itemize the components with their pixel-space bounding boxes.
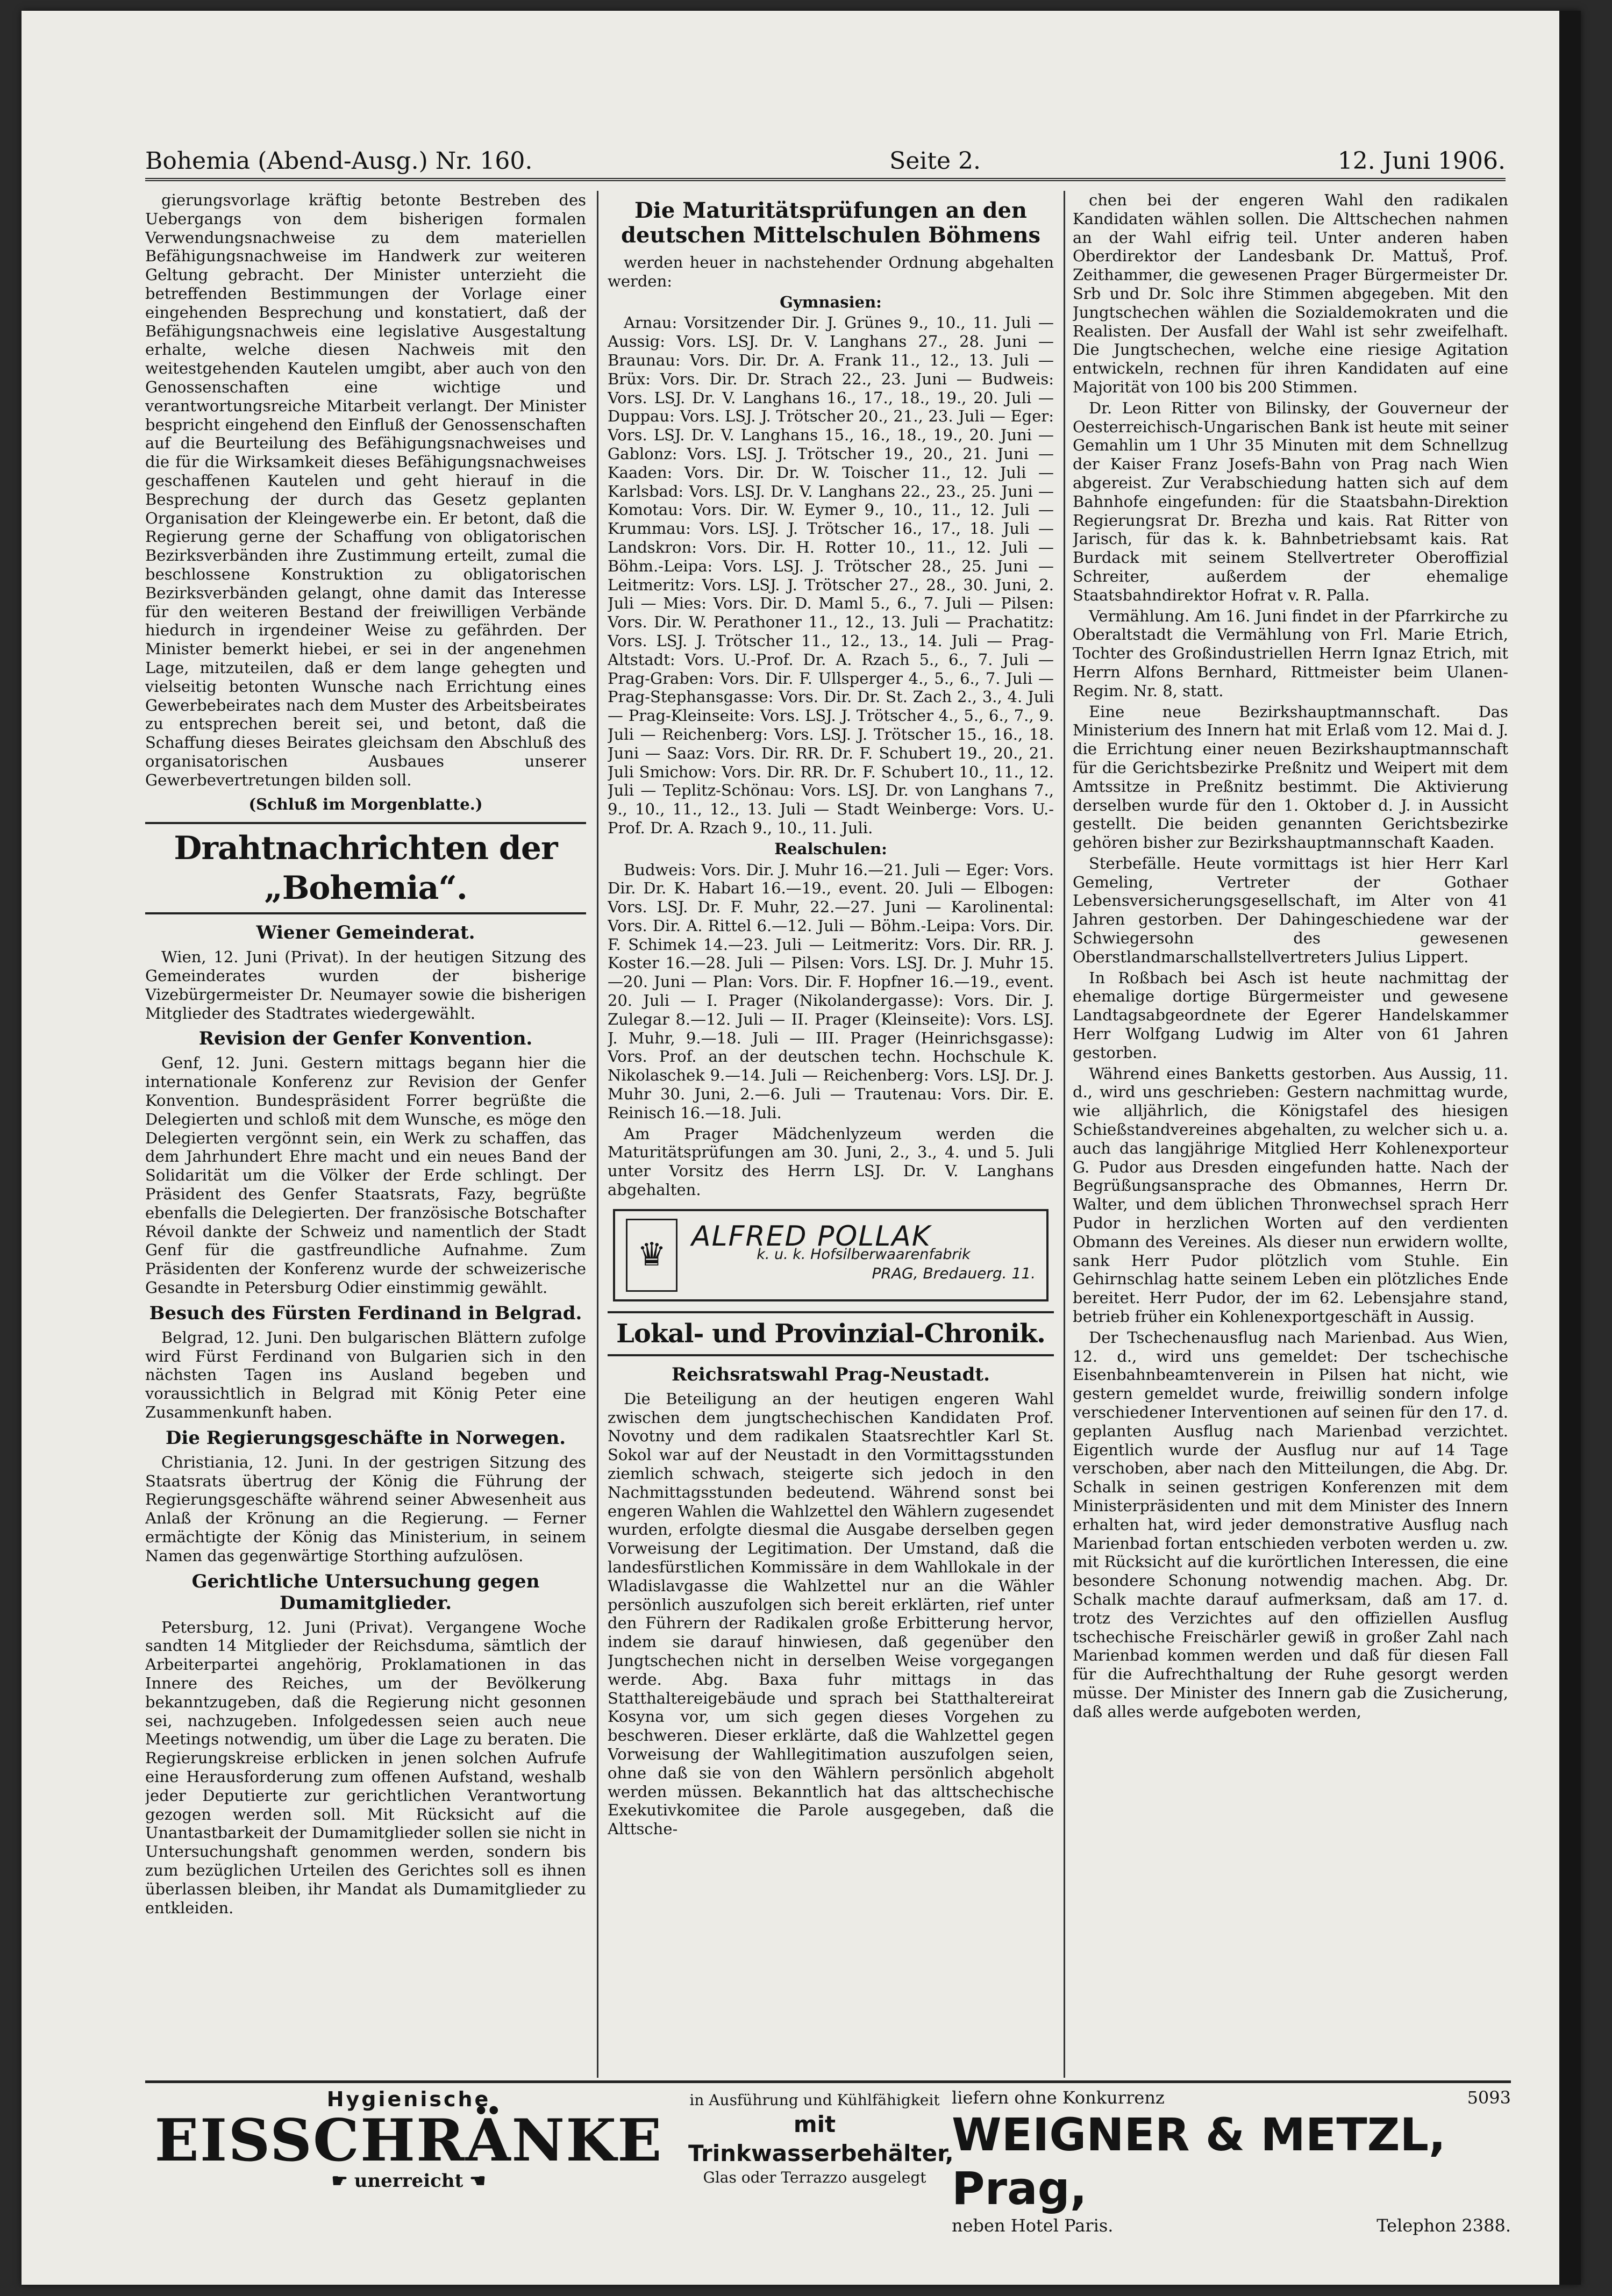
heading-maturitaetspruefungen: Die Maturitätsprüfungen an den deutschen Mittelschulen Böhmens [620, 198, 1041, 248]
issue-date: 12. Juni 1906. [1337, 147, 1506, 175]
advertisement-pollak [613, 1209, 1048, 1301]
ad-trinkwasser: mit Trinkwasserbehälter, [688, 2111, 954, 2166]
crest-icon: ♛ [626, 1219, 677, 1292]
article-reichsratswahl: Die Beteiligung an der heutigen engeren Wahl zwischen dem jungtschechischen Kandidaten Prof. Novotny und dem radikalen Staatsrechtler Karl St. Sokol war auf der Neustadt in den Vormittagsstunden ziemlich schwach, steigerte sich jedoch in den Nachmittagsstunden bedeutend. Während sonst bei engeren Wahlen die Wahlzettel den Wählern zugesendet wurden, erfolgte diesmal die Ausgabe derselben gegen Vorweisung der Legitimation. Der Umstand, daß die landesfürstlichen Kommissäre in dem Wahllokale in der Wladislavgasse die Wahlzettel nur an die Wähler persönlich auszufolgen sich bereit erklärten, rief unter den Führern der Radikalen große Erbitterung hervor, indem sie darauf hinwiesen, daß gegenüber den Jungtschechen nicht in derselben Weise vorgegangen werde. Abg. Baxa fuhr mittags in das Statthaltereigebäude und sprach bei Statthaltereirat Kosyna vor, um sich gegen dieses Vorgehen zu beschweren. Dieser erklärte, daß die Wahlzettel gegen Vorweisung der Wahllegitimation auszufolgen seien, ohne daß sie von den Wählern persönlich abgeholt werden müssen. Bekanntlich hat das alttschechische Exekutivkomitee die Parole ausgegeben, daß die Alttsche- [608, 1389, 1054, 1839]
ad-liefern-row [952, 2087, 1511, 2108]
footer-advertisement [145, 2080, 1511, 2236]
heading-norwegen: Die Regierungsgeschäfte in Norwegen. [165, 1427, 566, 1449]
section-banner-lokal-chronik: Lokal- und Provinzial-Chronik. [608, 1311, 1054, 1356]
ad-eisschraenke-title: EISSCHRÄNKE [154, 2107, 663, 2175]
ad-company-address: PRAG, Bredauerg. 11. [872, 1264, 1036, 1283]
article-genf: Genf, 12. Juni. Gestern mittags begann hier die internationale Konferenz zur Revision der Genfer Konvention. Bundespräsident Forrer begrüßte die Delegierten und schloß mit dem Wunsche, es möge den Delegierten vergönnt sein, ein Werk zu schaffen, das dem Jahrhundert Ehre macht und ein neues Band der Solidarität um die Völker der Erde schlingt. Der Präsident des Genfer Staatsrats, Fazy, begrüßte ebenfalls die Delegierten. Der französische Botschafter Révoil dankte der Schweiz und namentlich der Stadt Genf für die gastfreundliche Aufnahme. Zum Präsidenten der Konferenz wurde der schweizerische Gesandte in Petersburg Odier einstimmig gewählt. [145, 1054, 586, 1297]
heading-ferdinand-belgrad: Besuch des Fürsten Ferdinand in Belgrad. [149, 1302, 582, 1324]
heading-gymnasien: Gymnasien: [780, 292, 882, 311]
article-continuation: gierungsvorlage kräftig betonte Bestreben des Uebergangs von dem bisherigen formalen Verwendungsnachweise zu dem materiellen Befähigungsnachweise im Handwerk zur weiteren Geltung gebracht. Der Minister unterzieht die betreffenden Bestimmungen der Vorlage einer eingehenden Besprechung und konstatiert, daß der Befähigungsnachweis eine legislative Ausgestaltung erhalte, welche diesen Nachweis mit den weitestgehenden Kautelen umgibt, aber auch von den Genossenschaften eine wichtige und verantwortungsreiche Mitarbeit verlangt. Der Minister bespricht eingehend den Einfluß der Genossenschaften auf die Beurteilung des Befähigungsnachweises und die für die Wirksamkeit dieses Befähigungsnachweises geschaffenen Kautelen und geht hierauf in die Besprechung der durch das Gesetz geplanten Organisation der Kleingewerbe ein. Er betont, daß die Regierung gerne der Schaffung von obligatorischen Bezirksverbänden ihre Zustimmung erteilt, zumal die beschlossene Konstruktion zu obligatorischen Bezirksverbänden gelangt, ohne damit das Interesse für den weiteren Bestand der freiwilligen Verbände hiedurch in irgendeiner Weise zu gefährden. Der Minister bemerkt hiebei, er sei in der angenehmen Lage, mitzuteilen, daß er dem lange gehegten und vielseitig betonten Wunsche nach Errichtung eines Gewerbebeirates nach dem Muster des Arbeitsbeirates zu entsprechen bereit sei, und betont, daß die Schaffung dieses Beirates gleichsam den Abschluß des organisatorischen Ausbaues unserer Gewerbevertretungen bilden soll. [145, 191, 586, 789]
article-norwegen: Christiania, 12. Juni. In der gestrigen Sitzung des Staatsrats übertrug der König die Führung der Regierungsgeschäfte während seiner Abwesenheit aus Anlaß der Krönung an die Regierung. — Ferner ermächtigte der König das Ministerium, in seinem Namen das gegenwärtige Storthing aufzulösen. [145, 1453, 586, 1565]
matura-intro: werden heuer in nachstehender Ordnung abgehalten werden: [608, 253, 1054, 290]
article-duma: Petersburg, 12. Juni (Privat). Vergangene Woche sandten 14 Mitglieder der Reichsduma, sämtlich der Arbeiterpartei angehörig, Proklamationen in das Innere des Reiches, um der Bevölkerung bekanntzugeben, daß die Regierung nicht gesonnen sei, nachzugeben. Infolgedessen seien auch neue Meetings notwendig, um über die Lage zu beraten. Die Regierungskreise erblicken in jenen solchen Aufrufe eine Herausforderung zum offenen Aufstand, weshalb jeder Deputierte zur gerichtlichen Verantwortung gezogen werden soll. Mit Rücksicht auf die Unantastbarkeit der Dumamitglieder sollen sie nicht in Untersuchungshaft genommen werden, sondern bis zum bezüglichen Urteilen des Gerichtes soll es ihnen überlassen bleiben, ihr Mandat als Dumamitglieder zu entkleiden. [145, 1618, 586, 1917]
article-belgrad: Belgrad, 12. Juni. Den bulgarischen Blättern zufolge wird Fürst Ferdinand von Bulgarien sich in den nächsten Tagen ins Ausland begeben und voraussichtlich in Belgrad mit König Peter eine Zusammenkunft haben. [145, 1328, 586, 1422]
ad-unerreicht-label: unerreicht [354, 2170, 463, 2192]
continuation-note: (Schluß im Morgenblatte.) [248, 795, 483, 813]
ad-address: neben Hotel Paris. [952, 2215, 1114, 2236]
article-reichsratswahl-cont: chen bei der engeren Wahl den radikalen Kandidaten wählen sollen. Die Alttschechen nahmen an der Wahl eifrig teil. Unter anderen haben Oberdirektor der Landesbank Dr. Mattuš, Prof. Zeithammer, die gewesenen Prager Bürgermeister Dr. Srb und Dr. Solc ihre Stimmen abgegeben. Mit den Jungtschechen wählen die Sozialdemokraten und die Realisten. Der Ausfall der Wahl ist sehr zweifelhaft. Die Jungtschechen, welche eine riesige Agitation entwickeln, rechnen für ihren Kandidaten auf eine Majorität von 100 bis 200 Stimmen. [1073, 191, 1508, 396]
list-realschulen: Budweis: Vors. Dir. J. Muhr 16.—21. Juli — Eger: Vors. Dir. Dr. K. Habart 16.—19., event. 20. Juli — Elbogen: Vors. LSJ. Dr. F. Muhr, 22.—27. Juni — Karolinental: Vors. Dir. A. Rittel 6.—12. Juli — Böhm.-Leipa: Vors. Dir. F. Schimek 14.—23. Juli — Leitmeritz: Vors. Dir. RR. J. Koster 16.—28. Juli — Pilsen: Vors. LSJ. Dr. J. Muhr 15.—20. Juni — Plan: Vors. Dir. F. Hopfner 16.—19., event. 20. Juli — I. Prager (Nikolandergasse): Vors. Dir. J. Zulegar 8.—12. Juli — II. Prager (Kleinseite): Vors. LSJ. J. Muhr, 9.—18. Juli — III. Prager (Heinrichsgasse): Vors. Prof. an der deutschen techn. Hochschule K. Nikolaschek 9.—14. Juli — Reichenberg: Vors. LSJ. Dr. J. Muhr 30. Juni, 2.—6. Juli — Trautenau: Vors. Dir. E. Reinisch 16.—18. Juli. [608, 860, 1054, 1122]
ad-middle [688, 2091, 954, 2187]
column-rule-1 [597, 191, 598, 2078]
article-bilinsky: Dr. Leon Ritter von Bilinsky, der Gouverneur der Oesterreichisch-Ungarischen Bank ist heute mit seiner Gemahlin um 1 Uhr 35 Minuten mit dem Schnellzug der Kaiser Franz Josefs-Bahn von Prag nach Wien abgereist. Zur Verabschiedung hatten sich auf dem Bahnhofe eingefunden: für die Staatsbahn-Direktion Regierungsrat Dr. Brezha und kais. Rat Ritter von Jarisch, für das k. k. Bahnbetriebsamt kais. Rat Burdack mit seinem Stellvertreter Oberoffizial Schreiter, außerdem der ehemalige Staatsbahndirektor Hofrat v. R. Palla. [1073, 398, 1508, 604]
article-sterbefaelle: Sterbefälle. Heute vormittags ist hier Herr Karl Gemeling, Vertreter der Gothaer Lebensversicherungsgesellschaft, im Alter von 41 Jahren gestorben. Der Dahingeschiedene war der Schwiegersohn des gewesenen Oberstlandmarschallstellvertreters Julius Lippert. [1073, 854, 1508, 966]
section-banner-drahtnachrichten: Drahtnachrichten der „Bohemia“. [145, 822, 586, 914]
pointing-hand-icon: ☛ [331, 2170, 354, 2192]
scan-edge [1559, 11, 1581, 2285]
ad-eisschraenke [145, 2087, 672, 2192]
heading-wiener-gemeinderat: Wiener Gemeinderat. [256, 922, 475, 944]
ad-hygienische: Hygienische [326, 2087, 491, 2111]
ad-company-name: ALFRED POLLAK [691, 1220, 931, 1253]
ad-weigner-metzl [952, 2087, 1511, 2236]
heading-genfer-konvention: Revision der Genfer Konvention. [198, 1028, 533, 1050]
ad-telephone: Telephon 2388. [1376, 2215, 1511, 2236]
masthead-left: Bohemia (Abend-Ausg.) Nr. 160. [145, 147, 533, 175]
heading-reichsratswahl: Reichsratswahl Prag-Neustadt. [672, 1363, 990, 1385]
article-maedchenlyzeum: Am Prager Mädchenlyzeum werden die Maturitätsprüfungen am 30. Juni, 2., 3., 4. und 5. Juli unter Vorsitz des Herrn LSJ. Dr. V. Langhans abgehalten. [608, 1124, 1054, 1199]
heading-dumamitglieder: Gerichtliche Untersuchung gegen Dumamitglieder. [191, 1570, 540, 1614]
ad-text [691, 1220, 1036, 1283]
article-wien: Wien, 12. Juni (Privat). In der heutigen Sitzung des Gemeinderates wurden der bisherige Vizebürgermeister Dr. Neumayer sowie die bisherigen Mitglieder des Stadtrates wiedergewählt. [145, 948, 586, 1022]
column-2 [608, 191, 1054, 2078]
article-tschechenausflug: Der Tschechenausflug nach Marienbad. Aus Wien, 12. d., wird uns gemeldet: Der tschechische Eisenbahnbeamtenverein in Pilsen hat nicht, wie gestern gemeldet wurde, freiwillig sondern infolge verschiedener Interventionen auf seinen für den 17. d. geplanten Ausflug nach Marienbad verzichtet. Eigentlich wurde der Ausflug nur auf 14 Tage verschoben, aber nach den Mitteilungen, die Abg. Dr. Schalk in seinen gestrigen Konferenzen mit dem Ministerpräsidenten und mit dem Minister des Innern erhalten hat, wird jeder demonstrative Ausflug nach Marienbad fortan entschieden verboten werden u. zw. mit Rücksicht auf die kurörtlichen Interessen, die eine besondere Schonung notwendig machen. Abg. Dr. Schalk machte darauf aufmerksam, daß am 17. d. trotz des Verzichtes auf den offiziellen Ausflug tschechische Freischärler gewiß in großer Zahl nach Marienbad kommen werden und daß für diesen Fall für die Aufrechthaltung der Ruhe gesorgt werden müsse. Der Minister des Innern gab die Zusicherung, daß alles werde aufgeboten werden, [1073, 1328, 1508, 1721]
ad-glas: Glas oder Terrazzo ausgelegt [703, 2169, 926, 2186]
article-rossbach: In Roßbach bei Asch ist heute nachmittag der ehemalige dortige Bürgermeister und gewesene Landtagsabgeordnete der Egerer Handelskammer Herr Wolfgang Ludwig im Alter von 61 Jahren gestorben. [1073, 968, 1508, 1062]
ad-ausfuehrung: in Ausführung und Kühlfähigkeit [689, 2091, 940, 2109]
column-3 [1073, 191, 1508, 2078]
newspaper-page [22, 11, 1581, 2285]
column-rule-2 [1064, 191, 1065, 2078]
pointing-hand-icon: ☚ [463, 2170, 486, 2192]
ad-address-row [952, 2215, 1511, 2236]
page-header [145, 137, 1506, 181]
heading-realschulen: Realschulen: [774, 839, 887, 858]
article-vermaehlung: Vermählung. Am 16. Juni findet in der Pfarrkirche zu Oberaltstadt die Vermählung von Frl. Marie Etrich, Tochter des Großindustriellen Herrn Ignaz Etrich, mit Herrn Alfons Bernhard, Rittmeister beim Ulanen-Regim. Nr. 8, statt. [1073, 606, 1508, 700]
article-bezirkshauptmannschaft: Eine neue Bezirkshauptmannschaft. Das Ministerium des Innern hat mit Erlaß vom 12. Mai d. J. die Errichtung einer neuen Bezirkshauptmannschaft für die Gerichtsbezirke Preßnitz und Weipert mit dem Amtssitze in Preßnitz bestimmt. Die Aktivierung derselben wurde für den 1. Oktober d. J. in Aussicht gestellt. Die beiden genannten Gerichtsbezirke gehören bisher zur Bezirkshauptmannschaft Kaaden. [1073, 702, 1508, 852]
ad-liefern: liefern ohne Konkurrenz [952, 2087, 1165, 2108]
article-bankett: Während eines Banketts gestorben. Aus Aussig, 11. d., wird uns geschrieben: Gestern nachmittag wurde, wie alljährlich, die Königstafel des hiesigen Schießstandvereines abgehalten, zu welcher sich u. a. auch das langjährige Mitglied Herr Kohlenexporteur G. Pudor aus Dresden eingefunden hatte. Nach der Begrüßungsansprache des Obmannes, Herrn Dr. Walter, und dem üblichen Thronwechsel sprach Herr Pudor in herzlichen Worten auf den verdienten Obmann des Vereines. Als dieser nun erwidern wollte, sank Herr Pudor plötzlich vom Stuhle. Ein Gehirnschlag hatte seinem Leben ein plötzliches Ende bereitet. Herr Pudor, der im 62. Lebensjahre stand, betrieb früher ein Kohlenexportgeschäft in Aussig. [1073, 1064, 1508, 1326]
ad-number: 5093 [1467, 2087, 1511, 2108]
ad-company-sub: k. u. k. Hofsilberwaarenfabrik [757, 1246, 971, 1263]
column-1 [145, 191, 586, 2078]
list-gymnasien: Arnau: Vorsitzender Dir. J. Grünes 9., 10., 11. Juli — Aussig: Vors. LSJ. Dr. V. Langhans 27., 28. Juni — Braunau: Vors. Dir. Dr. A. Frank 11., 12., 13. Juli — Brüx: Vors. Dir. Dr. Strach 22., 23. Juni — Budweis: Vors. LSJ. Dr. V. Langhans 16., 17., 18., 19., 20. Juli — Duppau: Vors. LSJ. J. Trötscher 20., 21., 23. Juli — Eger: Vors. LSJ. Dr. V. Langhans 15., 16., 18., 19., 20. Juni — Gablonz: Vors. LSJ. J. Trötscher 19., 20., 21. Juni — Kaaden: Vors. Dir. Dr. W. Toischer 11., 12. Juli — Karlsbad: Vors. LSJ. Dr. V. Langhans 22., 23., 25. Juni — Komotau: Vors. Dir. W. Eymer 9., 10., 11., 12. Juli — Krummau: Vors. LSJ. J. Trötscher 16., 17., 18. Juli — Landskron: Vors. Dir. H. Rotter 10., 11., 12. Juli — Böhm.-Leipa: Vors. LSJ. J. Trötscher 28., 25. Juni — Leitmeritz: Vors. LSJ. J. Trötscher 27., 28., 30. Juni, 2. Juli — Mies: Vors. Dir. D. Maml 5., 6., 7. Juli — Pilsen: Vors. Dir. W. Perathoner 11., 12., 13. Juli — Prachatitz: Vors. LSJ. J. Trötscher 11., 12., 13., 14. Juli — Prag-Altstadt: Vors. U.-Prof. Dr. A. Rzach 5., 6., 7. Juli — Prag-Graben: Vors. Dir. F. Ullsperger 4., 5., 6., 7. Juli — Prag-Stephansgasse: Vors. Dir. Dr. St. Zach 2., 3., 4. Juli — Prag-Kleinseite: Vors. LSJ. J. Trötscher 4., 5., 6., 7., 9. Juli — Reichenberg: Vors. LSJ. J. Trötscher 15., 16., 18. Juni — Saaz: Vors. Dir. RR. Dr. F. Schubert 19., 20., 21. Juli Smichow: Vors. Dir. RR. Dr. F. Schubert 10., 11., 12. Juli — Teplitz-Schönau: Vors. LSJ. Dr. von Langhans 7., 9., 10., 11., 12., 13. Juli — Stadt Weinberge: Vors. U.-Prof. Dr. A. Rzach 9., 10., 11. Juli. [608, 313, 1054, 837]
ad-company-weigner: WEIGNER & METZL, Prag, [952, 2108, 1446, 2215]
page-number: Seite 2. [889, 147, 981, 175]
